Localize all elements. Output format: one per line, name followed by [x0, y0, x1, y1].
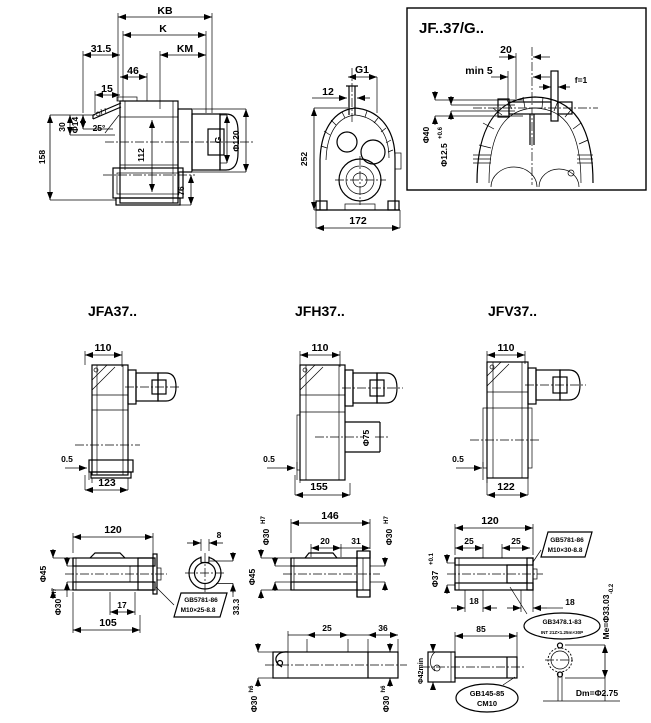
dim-phi30-fit: H7 — [52, 588, 58, 596]
hollow-shaft-dimensions — [38, 524, 227, 633]
jfa37-drawing — [55, 300, 235, 500]
dim-phi30-s2-fit: h6 — [381, 685, 387, 693]
solid-shaft-dimensions — [249, 623, 398, 712]
center-hole-standard: GB145-85 — [469, 689, 505, 698]
dim-33-3: 33.3 — [231, 598, 241, 616]
inset-dimensions — [421, 44, 588, 167]
bolt-spec2: M10×30-8.8 — [547, 547, 583, 554]
dim-phi30-s1: Φ30 — [249, 695, 259, 713]
inset-detail-drawing — [403, 5, 651, 197]
dim-76: 76 — [176, 186, 186, 196]
dim-min5: min 5 — [465, 65, 493, 77]
dim-36: 36 — [378, 623, 388, 633]
jfh-outline — [297, 365, 403, 480]
dim-17: 17 — [117, 600, 127, 610]
bolt-standard2: GB5781-86 — [550, 537, 584, 544]
spline-shaft-drawing — [415, 505, 651, 723]
dim-k: K — [159, 23, 167, 35]
inset-title: JF..37/G.. — [419, 20, 485, 37]
dim-key-8: 8 — [216, 530, 222, 540]
dim-phi12-5: Φ12.5 — [439, 143, 449, 167]
dim-km: KM — [176, 43, 194, 55]
jfa-dim-123: 123 — [98, 477, 116, 489]
dim-15: 15 — [101, 83, 113, 95]
jfh-dim-110: 110 — [311, 342, 329, 354]
spline-shaft-outline — [447, 558, 543, 590]
dim-30: 30 — [57, 122, 67, 132]
hollow-shaft-drawing — [35, 505, 250, 655]
jfv-dimensions — [452, 342, 528, 495]
jfh-dim-155: 155 — [310, 481, 328, 493]
bolt-standard: GB5781-86 — [184, 597, 218, 604]
dim-phi12-5-tol: +0.6 — [438, 127, 444, 139]
dim-25b: 25 — [511, 536, 521, 546]
dim-phi40: Φ40 — [421, 126, 431, 144]
dim-angle-25: 25° — [92, 123, 106, 133]
dim-phi42min: Φ42min — [418, 658, 425, 684]
spline-spec: INT 21Z×1.25m×30P — [540, 630, 584, 635]
through-shaft-drawing — [245, 505, 430, 723]
spline-standard: GB3478.1-83 — [542, 619, 582, 626]
dim-g1: G1 — [354, 64, 370, 76]
jfv-dim-110: 110 — [497, 342, 515, 354]
dim-phi30-s2: Φ30 — [381, 695, 391, 713]
dim-105: 105 — [99, 617, 117, 629]
dim-31: 31 — [351, 536, 361, 546]
dim-18a: 18 — [469, 596, 479, 606]
dim-120: 120 — [104, 524, 122, 536]
jfv-outline — [470, 362, 586, 478]
dim-phi30-s1-fit: h6 — [249, 685, 255, 693]
center-hole-spec: CM10 — [476, 699, 498, 708]
through-shaft-outline — [283, 551, 380, 597]
jfa-dim-110: 110 — [94, 342, 112, 354]
spline-section-view — [540, 583, 620, 701]
dim-31-5: 31.5 — [90, 43, 112, 55]
dim-me-tol: -0.2 — [609, 583, 615, 595]
motor-shaft-dimensions — [418, 624, 518, 712]
jfa-dimensions — [61, 342, 128, 490]
jfh37-drawing — [255, 300, 440, 500]
dim-85: 85 — [476, 624, 486, 634]
dim-phi14: Φ14 — [70, 116, 80, 134]
dim-phi30-left-fit: H7 — [261, 516, 267, 524]
dim-phi30-right: Φ30 — [384, 528, 394, 546]
front-view-drawing — [290, 58, 420, 238]
dim-46: 46 — [127, 65, 139, 77]
motor-shaft-outline — [421, 652, 525, 682]
dim-252: 252 — [299, 151, 309, 167]
dim-120b: 120 — [481, 515, 499, 527]
dim-20b: 20 — [320, 536, 330, 546]
hollow-shaft-outline — [65, 553, 167, 594]
dim-phi37-tol: +0.1 — [429, 553, 435, 565]
jfh-title: JFH37.. — [295, 303, 345, 319]
dim-kb: KB — [157, 5, 173, 17]
dim-172: 172 — [349, 215, 367, 227]
through-shaft-dimensions — [247, 510, 394, 599]
jfv37-drawing — [440, 300, 620, 500]
jfv-title: JFV37.. — [488, 303, 538, 319]
jfa-dim-05: 0.5 — [61, 454, 73, 464]
dim-g: G — [213, 136, 223, 144]
dim-phi30-left: Φ30 — [261, 528, 271, 546]
jfh-dim-phi75: Φ75 — [361, 429, 371, 447]
jfv-dim-122: 122 — [497, 481, 515, 493]
solid-shaft-outline — [265, 652, 407, 678]
dim-phi30: Φ30 — [53, 598, 63, 616]
dim-phi120: Φ120 — [231, 130, 241, 152]
jfv-dim-05: 0.5 — [452, 454, 464, 464]
dim-phi30-right-fit: H7 — [384, 516, 390, 524]
dim-phi45: Φ45 — [38, 565, 48, 583]
dim-158: 158 — [37, 149, 47, 165]
dim-20: 20 — [500, 44, 512, 56]
dim-phi45-b: Φ45 — [247, 568, 257, 586]
jfh-dim-05: 0.5 — [263, 454, 275, 464]
jfa-outline — [75, 365, 181, 478]
dim-146: 146 — [321, 510, 339, 522]
jfa-title: JFA37.. — [88, 303, 138, 319]
side-view-drawing — [15, 5, 265, 270]
dim-12: 12 — [322, 86, 334, 98]
dim-112: 112 — [136, 148, 146, 162]
dim-f1: f=1 — [574, 75, 588, 85]
dim-18b: 18 — [565, 597, 575, 607]
dim-dm: Dm=Φ2.75 — [575, 688, 619, 698]
dim-25: 25 — [322, 623, 332, 633]
dim-25a: 25 — [464, 536, 474, 546]
bolt-spec: M10×25-8.8 — [180, 607, 216, 614]
dim-me: Me=Φ33.03 — [601, 594, 611, 640]
dim-phi37: Φ37 — [430, 570, 440, 588]
spline-callout-box — [524, 613, 600, 639]
